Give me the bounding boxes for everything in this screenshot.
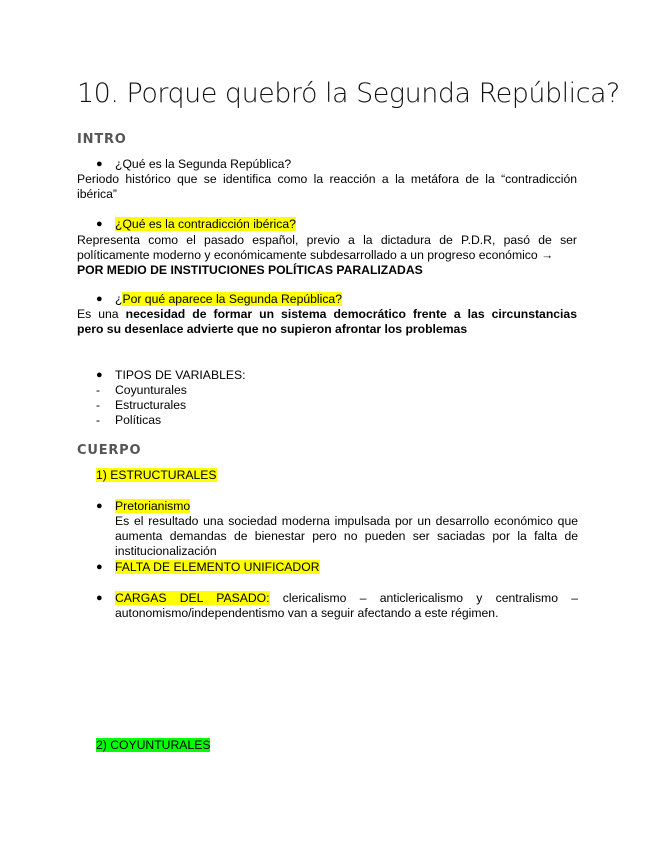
bullet-icon: ● bbox=[96, 592, 103, 604]
highlighted-text: Pretorianismo bbox=[115, 499, 191, 513]
question-prefix: ¿ bbox=[115, 292, 123, 306]
section-heading-intro: INTRO bbox=[77, 132, 127, 147]
highlighted-text: ¿Qué es la contradicción ibérica? bbox=[115, 217, 296, 231]
highlighted-text: FALTA DE ELEMENTO UNIFICADOR bbox=[115, 560, 320, 574]
item-falta-elemento-unificador bbox=[115, 560, 320, 575]
item-cargas-del-pasado bbox=[115, 591, 578, 606]
dash-icon: - bbox=[96, 383, 100, 397]
page-title: 10. Porque quebró la Segunda República? bbox=[77, 78, 620, 109]
highlighted-text: 1) ESTRUCTURALES bbox=[96, 468, 217, 482]
subsection-coyunturales bbox=[96, 738, 210, 753]
answer-contradiccion-bold: POR MEDIO DE INSTITUCIONES POLÍTICAS PARALIZADAS bbox=[77, 263, 423, 277]
cargas-description: clericalismo – anticlericalismo y centralismo – bbox=[282, 591, 579, 605]
bullet-icon: ● bbox=[96, 293, 103, 305]
tipo-item-estructurales: Estructurales bbox=[115, 398, 187, 412]
item-pretorianismo bbox=[115, 499, 190, 514]
question-segunda-republica: ¿Qué es la Segunda República? bbox=[115, 157, 292, 171]
bullet-icon: ● bbox=[96, 500, 103, 512]
bullet-icon: ● bbox=[96, 369, 103, 381]
cargas-description-line-2: autonomismo/independentismo van a seguir afectando a este régimen. bbox=[115, 606, 499, 620]
bullet-icon: ● bbox=[96, 561, 103, 573]
answer-bold: necesidad de formar un sistema democrático frente a las circunstancias bbox=[125, 307, 577, 321]
pretorianismo-description: Es el resultado una sociedad moderna impulsada por un desarrollo económico que aumenta demandas de bienestar pero no pueden ser saciadas por la falta de institucionalización bbox=[115, 514, 578, 558]
tipo-item-coyunturales: Coyunturales bbox=[115, 383, 187, 397]
answer-contradiccion-line-1: Representa como el pasado español, previo a la dictadura de P.D.R, pasó de ser bbox=[77, 233, 577, 247]
tipo-item-politicas: Políticas bbox=[115, 413, 162, 427]
answer-por-que-line-1 bbox=[77, 307, 577, 322]
highlighted-text: Por qué aparece la Segunda República? bbox=[122, 292, 342, 306]
bullet-icon: ● bbox=[96, 218, 103, 230]
answer-prefix: Es una bbox=[77, 307, 126, 321]
answer-segunda-republica: Periodo histórico que se identifica como la reacción a la metáfora de la “contradicción ibérica” bbox=[77, 172, 577, 201]
question-por-que-aparece bbox=[115, 292, 342, 307]
answer-contradiccion-line-2: políticamente moderno y económicamente subdesarrollado a un progreso económico → bbox=[77, 248, 554, 262]
bullet-icon: ● bbox=[96, 158, 103, 170]
tipos-de-variables-title: TIPOS DE VARIABLES: bbox=[115, 368, 246, 382]
section-heading-cuerpo: CUERPO bbox=[77, 443, 142, 458]
highlighted-text: 2) COYUNTURALES bbox=[96, 738, 211, 752]
dash-icon: - bbox=[96, 413, 100, 427]
dash-icon: - bbox=[96, 398, 100, 412]
answer-por-que-line-2: pero su desenlace advierte que no supieron afrontar los problemas bbox=[77, 322, 468, 336]
highlighted-text: CARGAS DEL PASADO: bbox=[115, 591, 270, 605]
subsection-estructurales bbox=[96, 468, 217, 483]
question-contradiccion-iberica bbox=[115, 217, 296, 232]
